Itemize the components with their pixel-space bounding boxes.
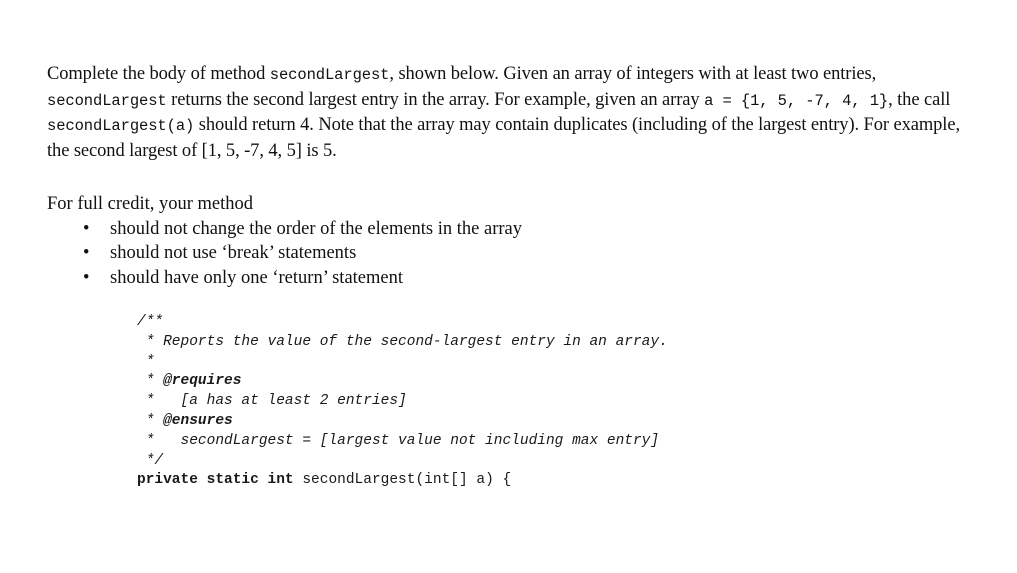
example-call-code: secondLargest(a) — [47, 117, 195, 135]
method-name-code: secondLargest — [269, 66, 390, 84]
credit-intro: For full credit, your method — [47, 194, 254, 214]
requirement-text: should not use ‘break’ statements — [110, 243, 357, 263]
requirement-text: should have only one ‘return’ statement — [110, 267, 404, 288]
requirement-item — [47, 217, 747, 242]
method-signature — [137, 471, 897, 491]
example-array-code: a = {1, 5, -7, 4, 1} — [704, 91, 889, 110]
comment-requires-detail: * [a has at least 2 entries] — [137, 393, 407, 410]
problem-text-1: Complete the body of method — [47, 64, 270, 84]
ensures-tag: @ensures — [163, 412, 233, 429]
code-block — [137, 313, 897, 491]
comment-open: /** — [137, 314, 164, 330]
comment-requires-line — [137, 372, 897, 392]
comment-description: * Reports the value of the second-largest entry in an array. — [137, 333, 668, 350]
signature-rest: secondLargest(int[] a) { — [293, 472, 512, 489]
problem-text-5: should return 4. Note that the array may contain duplicates (including of the largest entry). For example, the second largest of [1, 5, -7, 4, 5] is 5. — [47, 115, 960, 161]
comment-ensures-detail: * secondLargest = [largest value not including max entry] — [137, 432, 660, 449]
requires-tag: @requires — [163, 373, 242, 390]
requirement-item — [47, 266, 747, 291]
comment-blank: * — [137, 353, 155, 370]
comment-ensures-line — [137, 412, 897, 432]
comment-prefix: * — [137, 412, 164, 429]
problem-statement — [47, 62, 982, 163]
requirement-item — [47, 241, 747, 266]
credit-requirements — [47, 192, 747, 290]
problem-text-2: , shown below. Given an array of integers with at least two entries, — [389, 64, 877, 84]
requirements-list — [47, 217, 747, 291]
problem-text-4: , the call — [888, 89, 951, 110]
comment-prefix: * — [137, 373, 164, 390]
method-name-code: secondLargest — [47, 91, 167, 110]
bullet-icon: • — [83, 218, 90, 239]
bullet-icon: • — [83, 267, 90, 288]
signature-keywords: private static int — [137, 472, 294, 489]
bullet-icon: • — [83, 243, 90, 263]
comment-close: */ — [137, 452, 164, 469]
problem-text-3: returns the second largest entry in the array. For example, given an array — [166, 89, 705, 110]
requirement-text: should not change the order of the elements in the array — [110, 218, 522, 239]
